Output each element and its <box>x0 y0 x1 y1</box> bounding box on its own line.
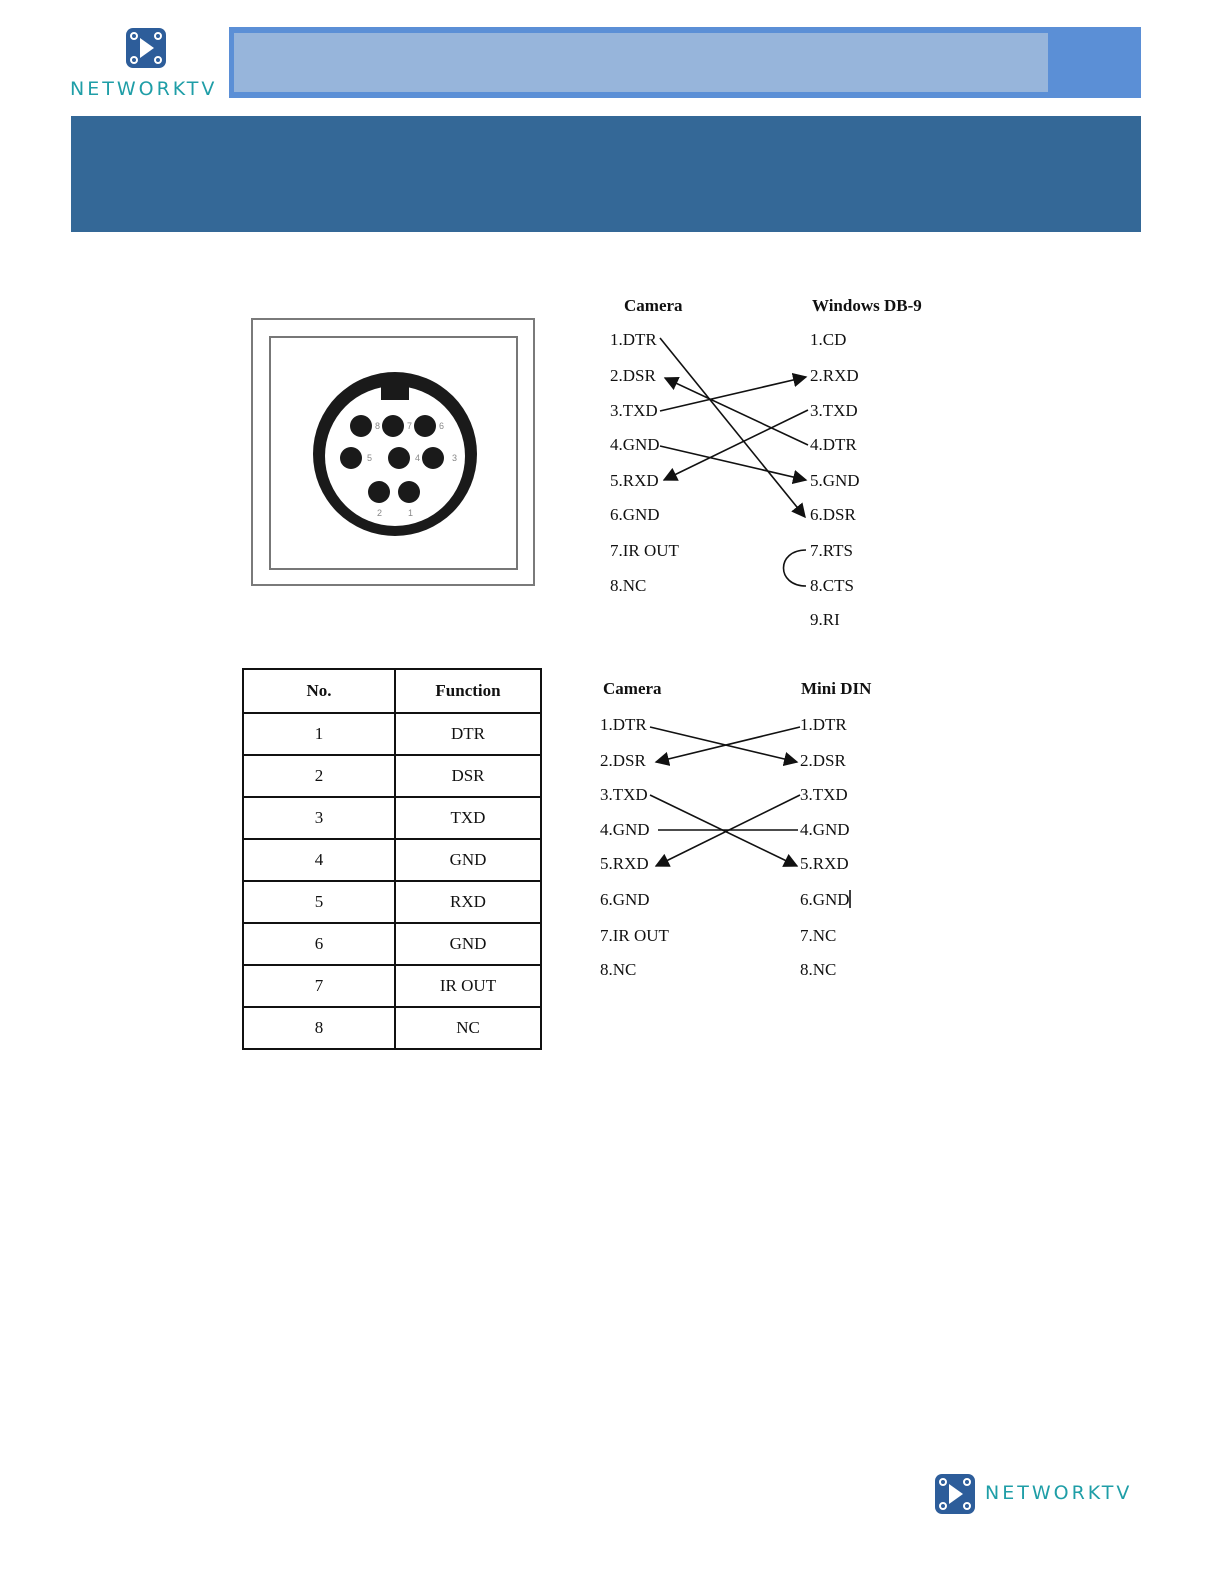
table-cell: NC <box>395 1007 541 1049</box>
diagram2-left-pin: 8.NC <box>600 960 637 979</box>
diagram1-right-pin: 1.CD <box>810 330 847 349</box>
connector-pin-label: 1 <box>408 508 414 518</box>
table-cell: DSR <box>395 755 541 797</box>
diagram1-right-header: Windows DB-9 <box>812 296 922 315</box>
diagram1-left-pin: 3.TXD <box>610 401 658 420</box>
diagram2-left-pin: 6.GND <box>600 890 650 909</box>
table-cell: 7 <box>243 965 395 1007</box>
diagram2-left-header: Camera <box>603 679 662 698</box>
table-row <box>243 713 541 755</box>
diagram2-left-pin: 4.GND <box>600 820 650 839</box>
diagram2-right-pin: 1.DTR <box>800 715 847 734</box>
table-header-row <box>243 669 541 713</box>
table-row <box>243 839 541 881</box>
diagram1-right-pin: 7.RTS <box>810 541 853 560</box>
table-cell: GND <box>395 839 541 881</box>
table-cell: 1 <box>243 713 395 755</box>
table-cell: 6 <box>243 923 395 965</box>
diagram1-left-pin: 4.GND <box>610 435 660 454</box>
table-cell: 3 <box>243 797 395 839</box>
table-cell: 5 <box>243 881 395 923</box>
diagram2-right-pin: 3.TXD <box>800 785 848 804</box>
table-row <box>243 1007 541 1049</box>
connector-pin-label: 3 <box>452 453 458 463</box>
diagram2-right-pin: 6.GND <box>800 890 850 909</box>
diagram2-right-pin: 4.GND <box>800 820 850 839</box>
diagram2-right-pin: 7.NC <box>800 926 837 945</box>
table-header-cell: Function <box>395 669 541 713</box>
diagram2-left-pin: 1.DTR <box>600 715 647 734</box>
networktv-logo-icon <box>933 1472 977 1516</box>
table-cell: TXD <box>395 797 541 839</box>
diagram1-left-header: Camera <box>624 296 683 315</box>
diagram1-left-pin: 5.RXD <box>610 471 659 490</box>
diagram2-left-pin: 5.RXD <box>600 854 649 873</box>
table-cell: DTR <box>395 713 541 755</box>
diagram2-right-pin: 2.DSR <box>800 751 846 770</box>
table-cell: IR OUT <box>395 965 541 1007</box>
table-row <box>243 965 541 1007</box>
connector-pin-label: 7 <box>407 421 413 431</box>
table-cell: 4 <box>243 839 395 881</box>
diagram1-left-pin: 7.IR OUT <box>610 541 679 560</box>
diagram2-right-header: Mini DIN <box>801 679 872 698</box>
table-row <box>243 923 541 965</box>
diagram2-right-pin: 5.RXD <box>800 854 849 873</box>
diagram1-right-pin: 3.TXD <box>810 401 858 420</box>
brand-name-top: NETWORKTV <box>70 78 218 100</box>
table-row <box>243 755 541 797</box>
diagram2-left-pin: 3.TXD <box>600 785 648 804</box>
diagram1-left-pin: 2.DSR <box>610 366 656 385</box>
diagram2-left-pin: 2.DSR <box>600 751 646 770</box>
table-row <box>243 881 541 923</box>
diagram1-left-pin: 6.GND <box>610 505 660 524</box>
table-cell: RXD <box>395 881 541 923</box>
diagram1-left-pin: 8.NC <box>610 576 647 595</box>
table-header-cell: No. <box>243 669 395 713</box>
footer-logo <box>933 1470 1143 1518</box>
table-cell: GND <box>395 923 541 965</box>
connector-pin-label: 5 <box>367 453 373 463</box>
diagram1-left-pin: 1.DTR <box>610 330 657 349</box>
pin-function-table <box>242 668 542 1050</box>
diagram1-right-pin: 8.CTS <box>810 576 854 595</box>
brand-name-footer: NETWORKTV <box>985 1482 1133 1504</box>
diagram2-left-pin: 7.IR OUT <box>600 926 669 945</box>
table-row <box>243 797 541 839</box>
table-cell: 2 <box>243 755 395 797</box>
diagram1-right-pin: 6.DSR <box>810 505 856 524</box>
connector-pin-label: 6 <box>439 421 445 431</box>
connector-pin-label: 2 <box>377 508 383 518</box>
table-cell: 8 <box>243 1007 395 1049</box>
connector-pin-label: 4 <box>415 453 421 463</box>
connector-pin-label: 8 <box>375 421 381 431</box>
diagram1-right-pin: 9.RI <box>810 610 840 629</box>
diagram2-right-pin: 8.NC <box>800 960 837 979</box>
diagram1-right-pin: 5.GND <box>810 471 860 490</box>
diagram1-right-pin: 4.DTR <box>810 435 857 454</box>
diagram1-right-pin: 2.RXD <box>810 366 859 385</box>
